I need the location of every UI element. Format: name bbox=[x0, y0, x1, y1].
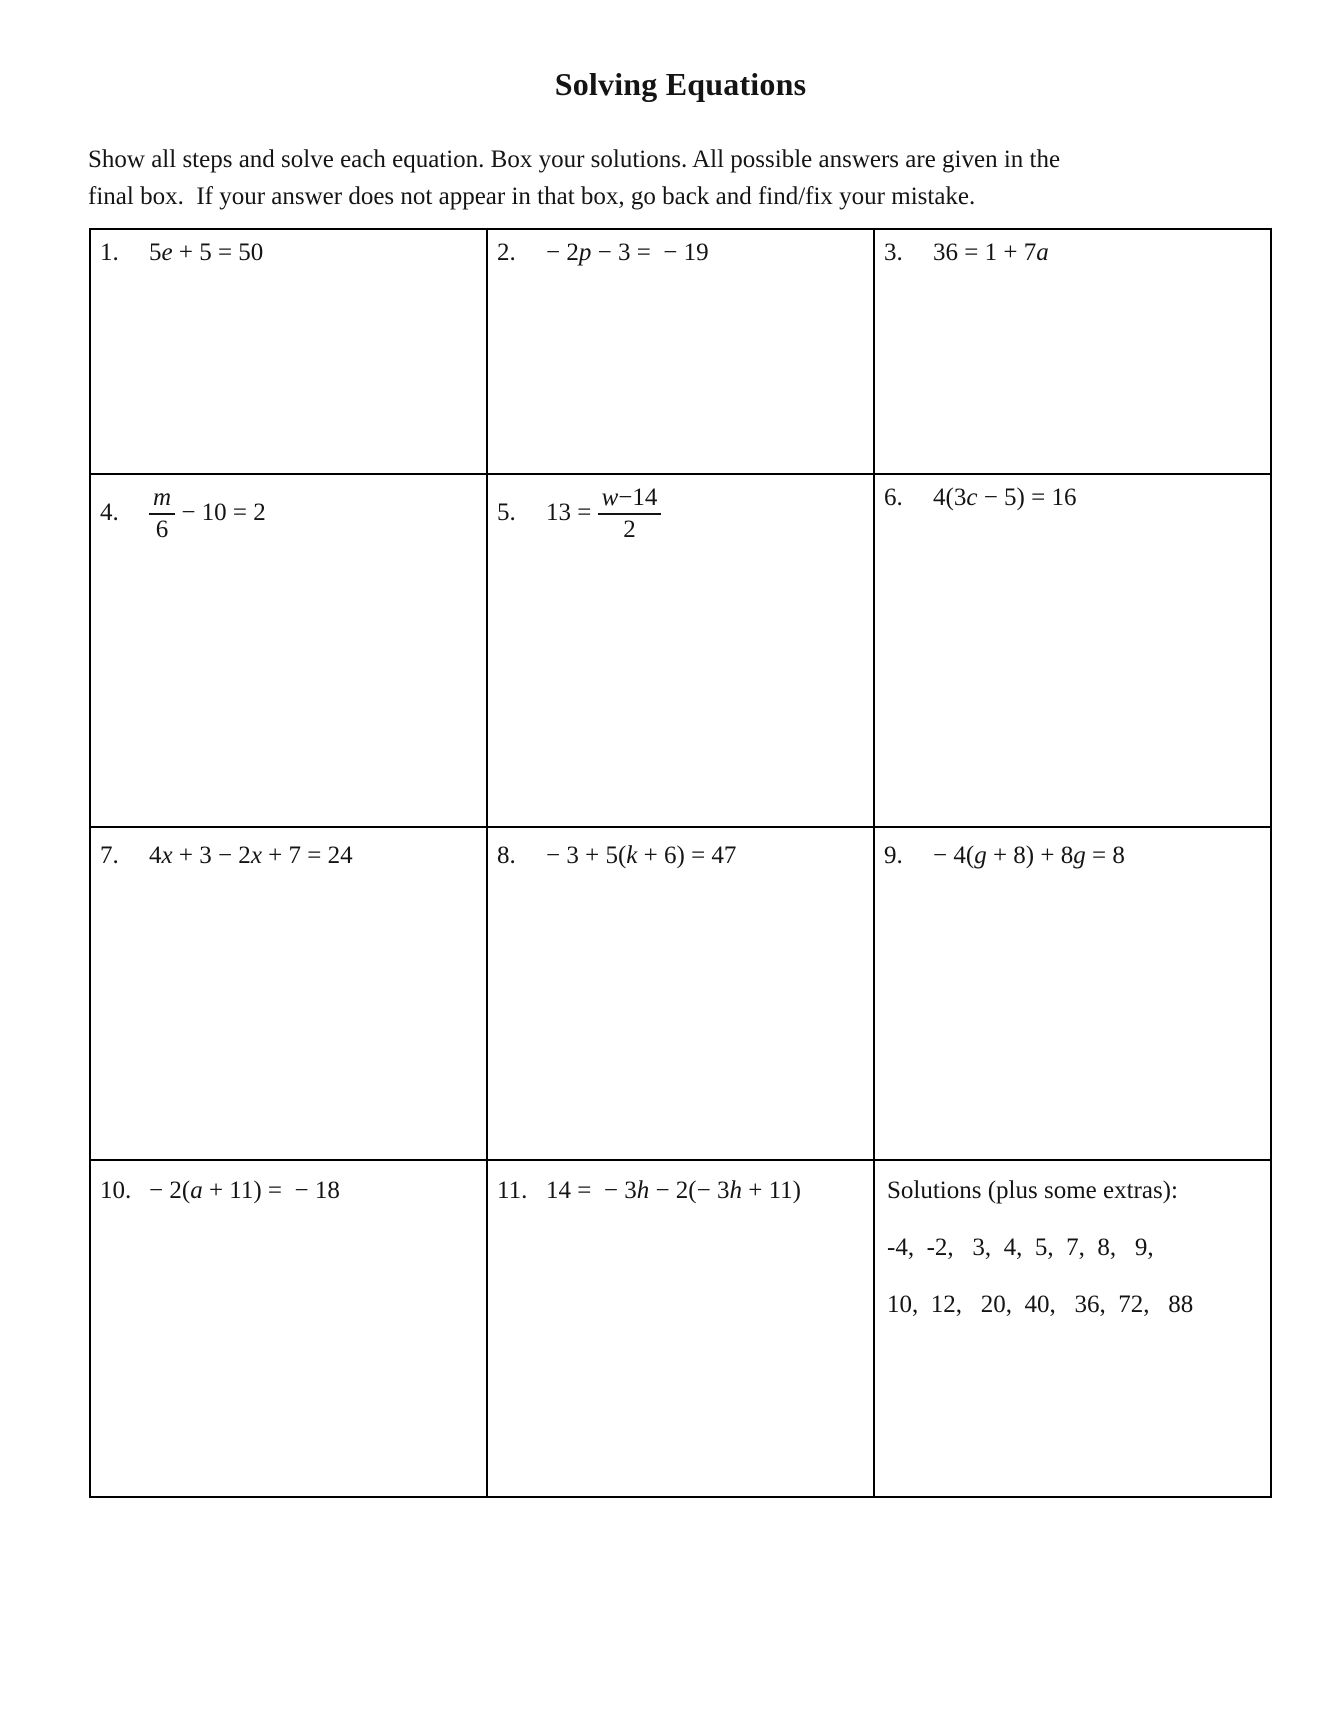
page-title: Solving Equations bbox=[554, 66, 807, 102]
problem-number: 10. bbox=[100, 1177, 132, 1204]
fraction: $\frac{m}{6}$ bbox=[149, 484, 175, 544]
problem-cell-8 bbox=[488, 828, 875, 1161]
problem-cell-9 bbox=[875, 828, 1270, 1161]
problem-cell-7 bbox=[91, 828, 488, 1161]
problem-cell-10 bbox=[91, 1161, 488, 1496]
solutions-line-1: -4, -2, 3, 4, 5, 7, 8, 9, bbox=[887, 1234, 1154, 1261]
problem-equation: 5e + 5 = 50 bbox=[149, 239, 264, 266]
fraction: $\frac{w-14}{2}$ bbox=[598, 484, 662, 544]
problem-equation: 36 = 1 + 7a bbox=[933, 239, 1049, 266]
instructions-line-1: Show all steps and solve each equation. Box your solutions. All possible answers are given in the bbox=[88, 146, 1061, 173]
problem-cell-5 bbox=[488, 475, 875, 828]
problem-number: 9. bbox=[884, 842, 903, 869]
problem-equation: 4(3c − 5) = 16 bbox=[933, 484, 1077, 511]
problem-equation: − 2p − 3 = − 19 bbox=[546, 239, 709, 266]
problem-cell-3 bbox=[875, 230, 1270, 475]
problem-cell-4 bbox=[91, 475, 488, 828]
solutions-cell bbox=[875, 1161, 1270, 1496]
problem-number: 2. bbox=[497, 239, 516, 266]
problem-cell-1 bbox=[91, 230, 488, 475]
instructions bbox=[88, 141, 1268, 215]
problem-number: 7. bbox=[100, 842, 119, 869]
problem-number: 1. bbox=[100, 239, 119, 266]
problem-equation: 4x + 3 − 2x + 7 = 24 bbox=[149, 842, 353, 869]
problem-cell-6 bbox=[875, 475, 1270, 828]
problem-cell-11 bbox=[488, 1161, 875, 1496]
solutions-heading: Solutions (plus some extras): bbox=[887, 1177, 1178, 1204]
problem-cell-2 bbox=[488, 230, 875, 475]
problem-number: 4. bbox=[100, 498, 119, 526]
problem-equation: − 4(g + 8) + 8g = 8 bbox=[933, 842, 1125, 869]
problem-equation: 13 = $\frac{w-14}{2}$ bbox=[546, 499, 661, 526]
problem-number: 8. bbox=[497, 842, 516, 869]
problem-equation: $\frac{m}{6}$ − 10 = 2 bbox=[149, 499, 266, 526]
problem-equation: − 2(a + 11) = − 18 bbox=[149, 1177, 340, 1204]
problem-number: 3. bbox=[884, 239, 903, 266]
problem-number: 6. bbox=[884, 484, 903, 511]
problem-number: 11. bbox=[497, 1177, 528, 1204]
problem-number: 5. bbox=[497, 498, 516, 526]
problems-table bbox=[89, 228, 1272, 1498]
instructions-line-2: final box. If your answer does not appear in that box, go back and find/fix your mistake. bbox=[88, 183, 976, 210]
problem-equation: 14 = − 3h − 2(− 3h + 11) bbox=[546, 1177, 801, 1204]
problem-equation: − 3 + 5(k + 6) = 47 bbox=[546, 842, 737, 869]
solutions-line-2: 10, 12, 20, 40, 36, 72, 88 bbox=[887, 1291, 1194, 1318]
